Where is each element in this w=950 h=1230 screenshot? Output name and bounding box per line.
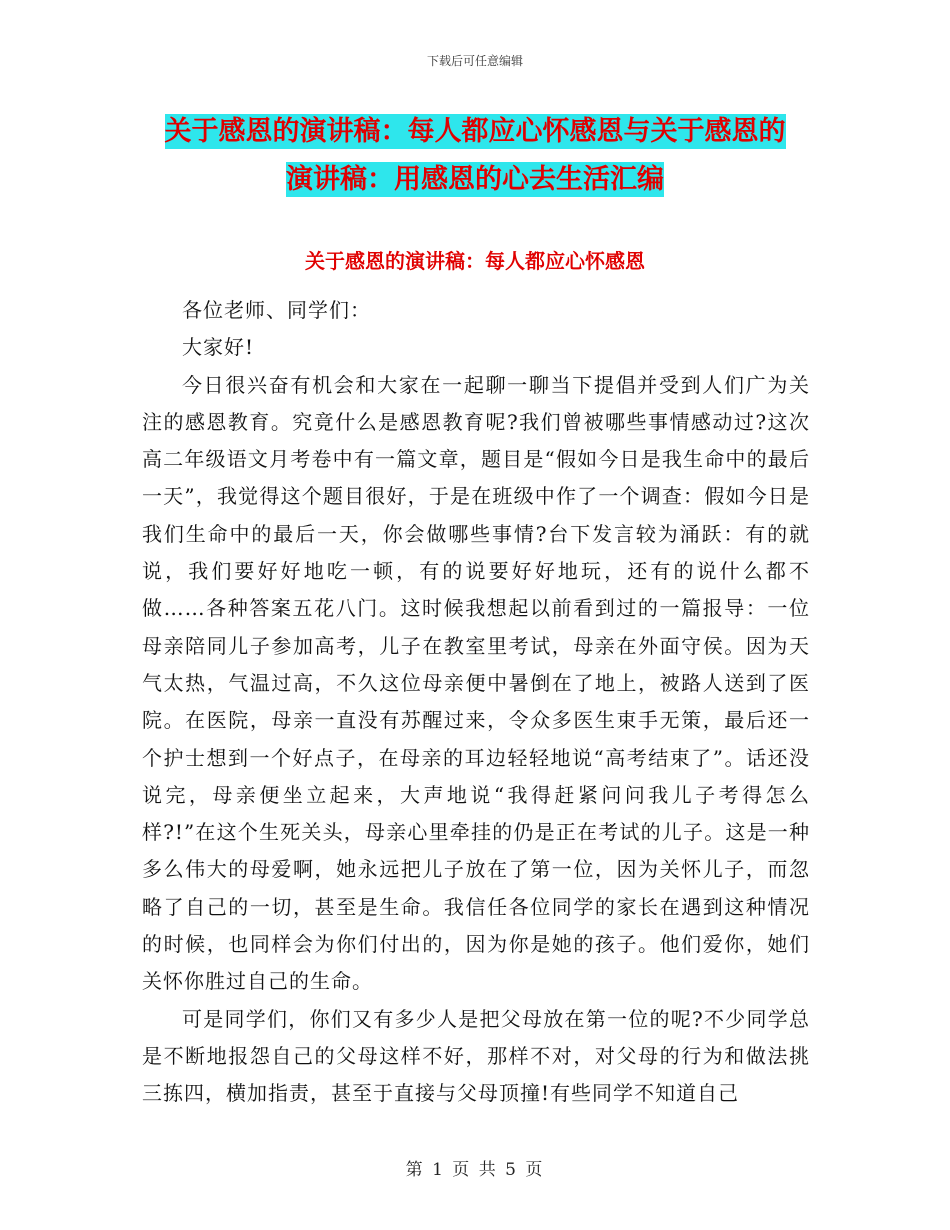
page-header: 下载后可任意编辑: [426, 54, 523, 68]
document-body: [142, 292, 810, 1113]
page-footer: 第 1 页 共 5 页: [405, 1160, 545, 1180]
section-heading: 关于感恩的演讲稿：每人都应心怀感恩: [305, 249, 645, 273]
greeting: 大家好!: [182, 335, 255, 360]
salutation: 各位老师、同学们：: [182, 298, 371, 322]
document-title: [130, 108, 820, 204]
body-paragraph: 今日很兴奋有机会和大家在一起聊一聊当下提倡并受到人们广为关注的感恩教育。究竟什么是感恩教育呢?我们曾被哪些事情感动过?这次高二年级语文月考卷中有一篇文章，题目是“假如今日是我生命中的最后一天”，我觉得这个题目很好，于是在班级中作了一个调查：假如今日是我们生命中的最后一天，你会做哪些事情?台下发言较为涌跃：有的就说，我们要好好地吃一顿，有的说要好好地玩，还有的说什么都不做……各种答案五花八门。这时候我想起以前看到过的一篇报导：一位母亲陪同儿子参加高考，儿子在教室里考试，母亲在外面守侯。因为天气太热，气温过高，不久这位母亲便中暑倒在了地上，被路人送到了医院。在医院，母亲一直没有苏醒过来，令众多医生束手无策，最后还一个护士想到一个好点子，在母亲的耳边轻轻地说“高考结束了”。话还没说完，母亲便坐立起来，大声地说“我得赶紧问问我儿子考得怎么样?!”在这个生死关头，母亲心里牵挂的仍是正在考试的儿子。这是一种多么伟大的母爱啊，她永远把儿子放在了第一位，因为关怀儿子，而忽略了自己的一切，甚至是生命。我信任各位同学的家长在遇到这种情况的时候，也同样会为你们付出的，因为你是她的孩子。他们爱你，她们关怀你胜过自己的生命。: [142, 372, 810, 994]
title-line-2: 演讲稿：用感恩的心去生活汇编: [286, 164, 664, 195]
body-paragraph: 可是同学们，你们又有多少人是把父母放在第一位的呢?不少同学总是不断地报怨自己的父母这样不好，那样不对，对父母的行为和做法挑三拣四，横加指责，甚至于直接与父母顶撞!有些同学不知道自己: [142, 1006, 810, 1106]
title-line-1: 关于感恩的演讲稿：每人都应心怀感恩与关于感恩的: [164, 116, 786, 147]
